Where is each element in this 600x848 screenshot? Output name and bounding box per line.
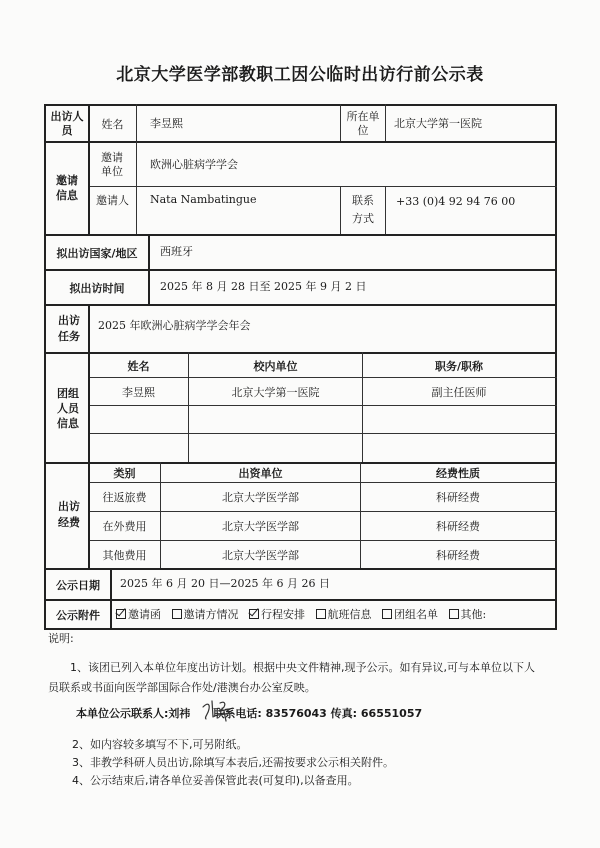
publicity-date-value: 2025 年 6 月 20 日—2025 年 6 月 26 日: [120, 577, 330, 590]
funding-header-payer: 出资单位: [238, 467, 283, 480]
visitor-name-value: 李昱熙: [150, 117, 183, 130]
handwritten-signature: [200, 697, 236, 723]
attachment-flight[interactable]: [316, 608, 372, 621]
funding-row-3-type: 其他费用: [102, 548, 147, 562]
members-row-1-title: 副主任医师: [431, 385, 487, 399]
notes-item-4: 4、公示结束后,请各单位妥善保管此表(可复印),以备查用。: [72, 774, 359, 787]
country-label: 拟出访国家/地区: [56, 246, 138, 260]
attachment-other[interactable]: [449, 608, 487, 621]
country-value: 西班牙: [160, 245, 193, 258]
attachment-inviter-info-label: 邀请方情况: [183, 608, 239, 621]
members-row-1-name: 李昱熙: [122, 385, 155, 399]
attachment-roster-label: 团组名单: [394, 608, 438, 621]
task-label: 出访任务: [58, 314, 80, 343]
attachment-invitation-checkbox[interactable]: [116, 609, 126, 619]
attachments-list: [116, 608, 486, 622]
visitor-section-label: 出访人员: [50, 109, 84, 137]
inviter-unit-value: 欧洲心脏病学学会: [150, 158, 238, 171]
members-section-label: 团组人员信息: [57, 386, 79, 430]
funding-row-2-payer: 北京大学医学部: [222, 520, 299, 533]
visitor-unit-label: 所在单位: [346, 109, 380, 137]
time-value: 2025 年 8 月 28 日至 2025 年 9 月 2 日: [160, 280, 367, 293]
attachment-inviter-info-checkbox[interactable]: [172, 609, 182, 619]
inviter-person-value: Nata Nambatingue: [150, 193, 257, 206]
funding-row-3-payer: 北京大学医学部: [222, 548, 299, 562]
attachment-inviter-info[interactable]: [172, 608, 239, 621]
funding-header-nature: 经费性质: [436, 467, 480, 480]
attachment-roster[interactable]: [382, 608, 438, 621]
attachment-invitation-label: 邀请函: [128, 608, 161, 621]
visitor-unit-value: 北京大学第一医院: [394, 117, 482, 130]
attachment-invitation[interactable]: [116, 608, 161, 621]
members-row-1-unit: 北京大学第一医院: [231, 385, 320, 399]
attachment-itinerary-label: 行程安排: [261, 608, 305, 621]
members-row-3-unit: [189, 434, 362, 462]
funding-header-type: 类别: [113, 467, 136, 480]
notes-item-3: 3、非教学科研人员出访,除填写本表后,还需按要求公示相关附件。: [72, 756, 394, 769]
notes-contact-line: 本单位公示联系人:刘祎 联系电话: 83576043 传真: 66551057: [76, 707, 423, 720]
funding-row-2-nature: 科研经费: [436, 520, 480, 533]
publicity-date-label: 公示日期: [56, 578, 100, 592]
funding-row-3-nature: 科研经费: [436, 548, 480, 562]
attachment-other-label: 其他:: [460, 608, 487, 621]
attachment-itinerary-checkbox[interactable]: [249, 609, 259, 619]
attachment-flight-checkbox[interactable]: [316, 609, 326, 619]
time-label: 拟出访时间: [69, 281, 125, 295]
inviter-unit-label: 邀请单位: [101, 150, 123, 178]
attachments-label: 公示附件: [56, 609, 100, 622]
funding-row-1-nature: 科研经费: [436, 491, 480, 504]
notes-paragraph-1: 1、该团已列入本单位年度出访计划。根据中央文件精神,现予公示。如有异议,可与本单位以下人员联系或书面向医学部国际合作处/港澳台办公室反映。: [48, 661, 535, 694]
notes-heading: 说明:: [48, 632, 74, 645]
attachment-other-checkbox[interactable]: [449, 609, 459, 619]
task-value: 2025 年欧洲心脏病学学会年会: [98, 319, 251, 332]
attachment-flight-label: 航班信息: [327, 608, 372, 621]
inviter-section-label: 邀请信息: [56, 174, 78, 202]
visitor-name-label: 姓名: [101, 117, 124, 131]
notes-item-2: 2、如内容较多填写不下,可另附纸。: [72, 738, 248, 751]
attachment-itinerary[interactable]: [249, 608, 305, 621]
funding-row-2-type: 在外费用: [102, 520, 147, 533]
members-row-2-name: [89, 406, 188, 433]
inviter-contact-value: +33 (0)4 92 94 76 00: [396, 195, 516, 208]
members-header-name: 姓名: [127, 359, 150, 373]
attachment-roster-checkbox[interactable]: [382, 609, 392, 619]
members-row-3-title: [363, 434, 555, 462]
inviter-person-label: 邀请人: [96, 194, 129, 207]
funding-row-1-payer: 北京大学医学部: [222, 491, 299, 504]
members-header-unit: 校内单位: [253, 359, 298, 373]
members-row-3-name: [89, 434, 188, 462]
members-row-2-title: [363, 406, 555, 433]
form-title: 北京大学医学部教职工因公临时出访行前公示表: [116, 65, 484, 85]
members-header-title: 职务/职称: [434, 359, 484, 373]
members-row-2-unit: [189, 406, 362, 433]
funding-section-label: 出访经费: [58, 500, 80, 529]
inviter-contact-label: 联系方式: [352, 194, 374, 225]
funding-row-1-type: 往返旅费: [102, 491, 147, 504]
